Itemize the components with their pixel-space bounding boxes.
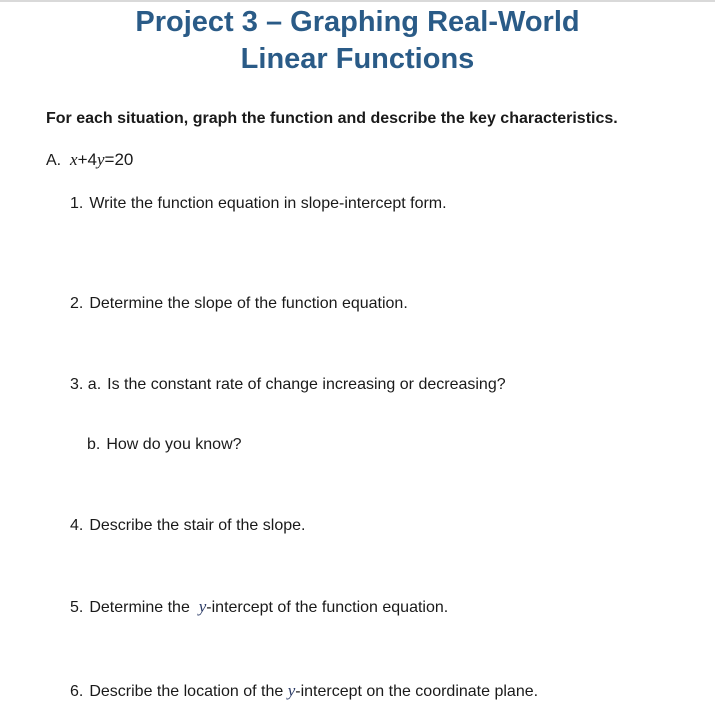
question-text-post: -intercept on the coordinate plane. xyxy=(295,683,539,700)
question-number: 6. xyxy=(70,683,84,700)
question-6 xyxy=(70,681,538,701)
question-number: b. xyxy=(87,436,101,453)
question-number: 3. a. xyxy=(70,376,102,393)
question-4 xyxy=(70,517,305,535)
equation-x: x xyxy=(70,150,78,169)
question-text-pre: Determine the xyxy=(89,599,190,616)
question-text: Is the constant rate of change increasing or decreasing? xyxy=(107,376,506,393)
y-variable: y xyxy=(198,597,207,616)
equation-y: y xyxy=(96,150,105,169)
question-number: 4. xyxy=(70,517,84,534)
question-1 xyxy=(70,195,447,213)
page-title xyxy=(0,4,715,78)
top-divider xyxy=(0,0,715,2)
question-5 xyxy=(70,597,448,617)
y-variable: y xyxy=(287,681,296,700)
equation xyxy=(70,150,133,169)
question-3a xyxy=(70,376,506,394)
question-number: 1. xyxy=(70,195,84,212)
question-text: How do you know? xyxy=(106,436,242,453)
question-text-post: -intercept of the function equation. xyxy=(206,599,449,616)
question-2 xyxy=(70,295,408,313)
question-text-pre: Describe the location of the xyxy=(89,683,284,700)
question-number: 5. xyxy=(70,599,84,616)
question-text: Write the function equation in slope-intercept form. xyxy=(89,195,447,212)
equation-plus: + xyxy=(77,150,88,169)
equation-coef: 4 xyxy=(87,150,97,169)
equation-rhs: 20 xyxy=(114,150,134,169)
instructions: For each situation, graph the function and describe the key characteristics. xyxy=(46,110,618,127)
equation-equals: = xyxy=(104,150,115,169)
question-number: 2. xyxy=(70,295,84,312)
problem-a xyxy=(46,150,133,170)
question-text: Determine the slope of the function equation. xyxy=(89,295,408,312)
page-title-line-2: Linear Functions xyxy=(240,43,475,75)
question-3b xyxy=(87,436,242,454)
problem-label: A. xyxy=(46,152,62,169)
question-text: Describe the stair of the slope. xyxy=(89,517,306,534)
page-title-line-1: Project 3 – Graphing Real-World xyxy=(135,6,580,38)
